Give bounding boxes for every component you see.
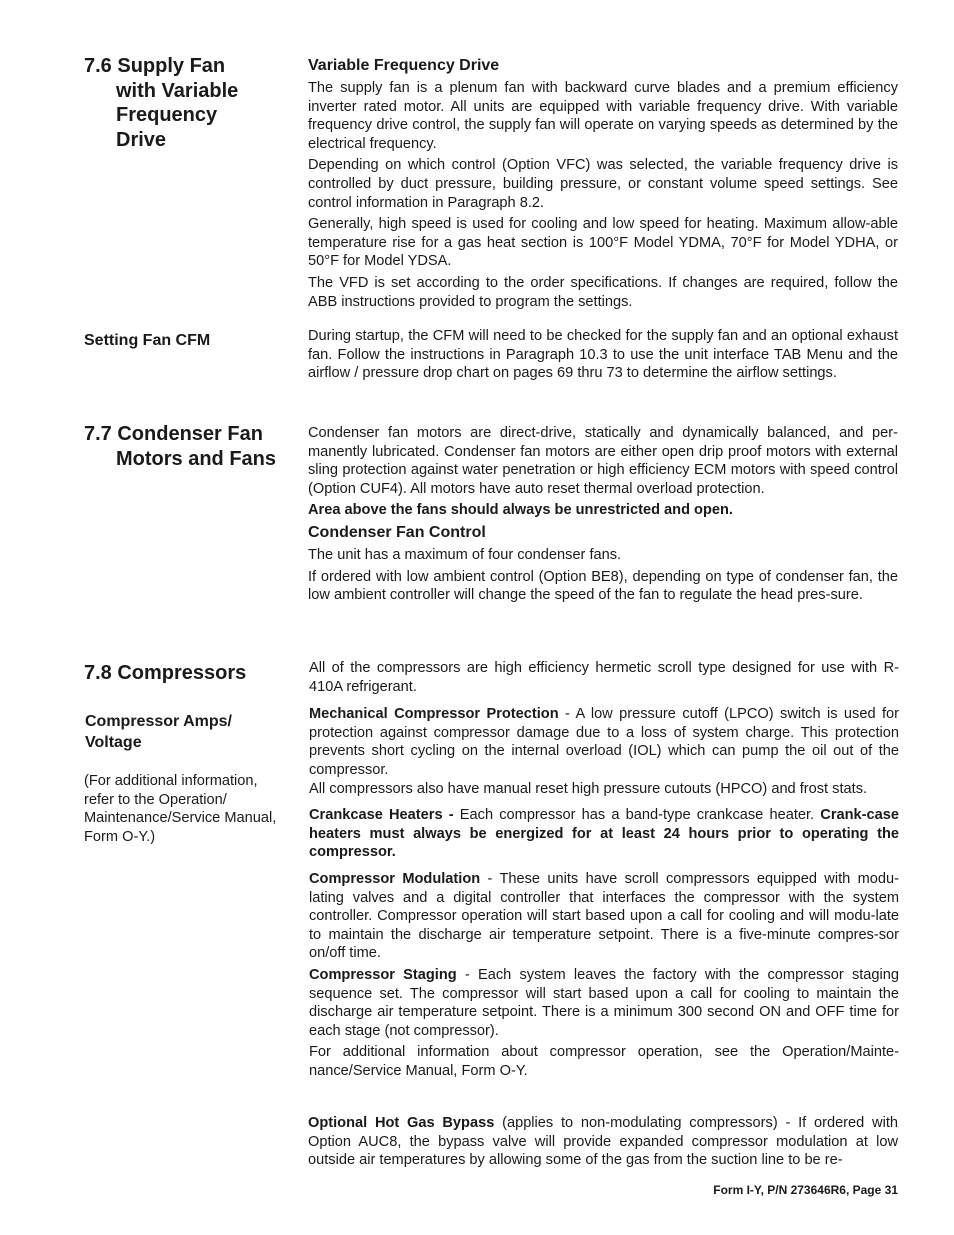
body-text: - These units have scroll compressors equipped with modu-lating valves and a digital controller that interfaces the compressor with the system controller. Compressor operation will start based upon a call for cooling and will modu-late to maintain the discharge air temperature setpoint. There is a five-minute compres-sor on/off time. — [309, 870, 899, 962]
condenser-fan-control-subheading: Condenser Fan Control — [308, 523, 486, 541]
body-text: - Each system leaves the factory with the compressor staging sequence set. The compressor will start based upon a call for cooling to maintain the discharge air temperature setpoint. There is a minimum 300 second ON and OFF time for each stage (not compressor). — [309, 966, 900, 1039]
body-text: - A low pressure cutoff (LPCO) switch is used for protection against compressor damage due to a loss of system charge. This protection prevents short cycling on the internal overload (IOL) which can pump the oil out of the compressor. — [309, 706, 899, 778]
paragraph: Condenser fan motors are direct-drive, statically and dynamically balanced, and per-manently lubricated. Condenser fan motors are either open drip proof motors with external sling protection against water penetration or high efficiency ECM motors with speed control (Option CUF4). All motors have auto reset thermal overload protection. — [308, 425, 898, 497]
warning-text — [308, 501, 898, 520]
warning-bold: Area above the fans should always be unrestricted and open. — [308, 502, 733, 519]
heading-line: 7.7 Condenser Fan — [84, 423, 263, 445]
paragraph: All compressors also have manual reset high pressure cutouts (HPCO) and frost stats. — [309, 780, 868, 797]
paragraph: Generally, high speed is used for cooling and low speed for heating. Maximum allow-able temperature rise for a gas heat section is 100°F Model YDMA, 70°F for Model YDHA, or 50°F for Model YDSA. — [308, 216, 898, 270]
setting-fan-cfm-body — [308, 327, 898, 386]
heading-line: 7.6 Supply Fan — [84, 55, 226, 77]
bold-lead: Mechanical Compressor Protection — [309, 706, 559, 723]
heading-line: Frequency — [116, 104, 218, 126]
paragraph: During startup, the CFM will need to be checked for the supply fan and an optional exhaust fan. Follow the instructions in Paragraph 10.3 to use the unit interface TAB Menu and the airflow / pressure drop chart on pages 69 thru 73 to determine the airflow settings. — [308, 328, 898, 382]
heading-line: Drive — [116, 128, 167, 151]
page-footer: Form I-Y, P/N 273646R6, Page 31 — [713, 1183, 898, 1197]
bold-lead: Optional Hot Gas Bypass — [308, 1115, 495, 1131]
label-line: Compressor Amps/ — [85, 713, 232, 730]
heading-line: with Variable — [116, 79, 239, 102]
heading-line: Motors and Fans — [116, 447, 277, 470]
paragraph: The supply fan is a plenum fan with backward curve blades and a premium efficiency inverter rated motor. All units are equipped with variable frequency drive. With variable frequency drive control, the supply fan will operate on varying speeds as determined by the electrical frequency. — [308, 80, 898, 152]
bold-lead: Crankcase Heaters - — [309, 807, 454, 824]
bold-warning: Crank-case heaters must always be energized for at least 24 hours prior to operating the compressor. — [309, 807, 899, 861]
crankcase-heaters-paragraph — [309, 806, 899, 862]
compressor-modulation-paragraph — [309, 870, 899, 963]
paragraph — [308, 1114, 898, 1170]
section-7-8-body — [309, 659, 899, 1083]
hot-gas-bypass-paragraph — [308, 1114, 898, 1173]
bold-lead: Compressor Modulation — [309, 870, 481, 887]
paragraph: All of the compressors are high efficiency hermetic scroll type designed for use with R-410A refrigerant. — [309, 660, 899, 695]
additional-info-note: (For additional information, refer to the Operation/ Maintenance/Service Manual, Form O-Y.) — [84, 773, 277, 845]
mechanical-protection-paragraph — [309, 705, 899, 779]
label-line: Voltage — [85, 734, 142, 751]
body-text: Each compressor has a band-type crankcase heater. — [453, 807, 821, 824]
section-7-7-heading — [84, 422, 276, 471]
paragraph: The VFD is set according to the order specifications. If changes are required, follow the ABB instructions provided to program the settings. — [308, 274, 898, 310]
compressor-amps-voltage-label — [85, 711, 232, 753]
paragraph: For additional information about compressor operation, see the Operation/Mainte-nance/Service Manual, Form O-Y. — [309, 1044, 899, 1079]
section-7-8-heading: 7.8 Compressors — [84, 662, 247, 684]
paragraph: The unit has a maximum of four condenser fans. — [308, 546, 622, 563]
setting-fan-cfm-label: Setting Fan CFM — [84, 332, 211, 349]
bold-lead: Compressor Staging — [309, 966, 457, 983]
section-7-6-heading — [84, 54, 238, 152]
section-7-6-body — [308, 56, 898, 314]
paragraph: If ordered with low ambient control (Option BE8), depending on type of condenser fan, the low ambient controller will change the speed of the fan to regulate the head pres-sure. — [308, 568, 898, 604]
body-text: (applies to non-modulating compressors) - If ordered with Option AUC8, the bypass valve will provide expanded compressor modulation at low outside air temperatures by allowing some of the gas from the suction line to be re- — [308, 1115, 898, 1169]
compressor-staging-paragraph — [309, 966, 899, 1040]
section-7-7-body — [308, 424, 898, 608]
paragraph: Depending on which control (Option VFC) was selected, the variable frequency drive is controlled by duct pressure, building pressure, or constant volume speed settings. See control information in Paragraph 8.2. — [308, 157, 898, 211]
vfd-subheading: Variable Frequency Drive — [308, 57, 500, 74]
